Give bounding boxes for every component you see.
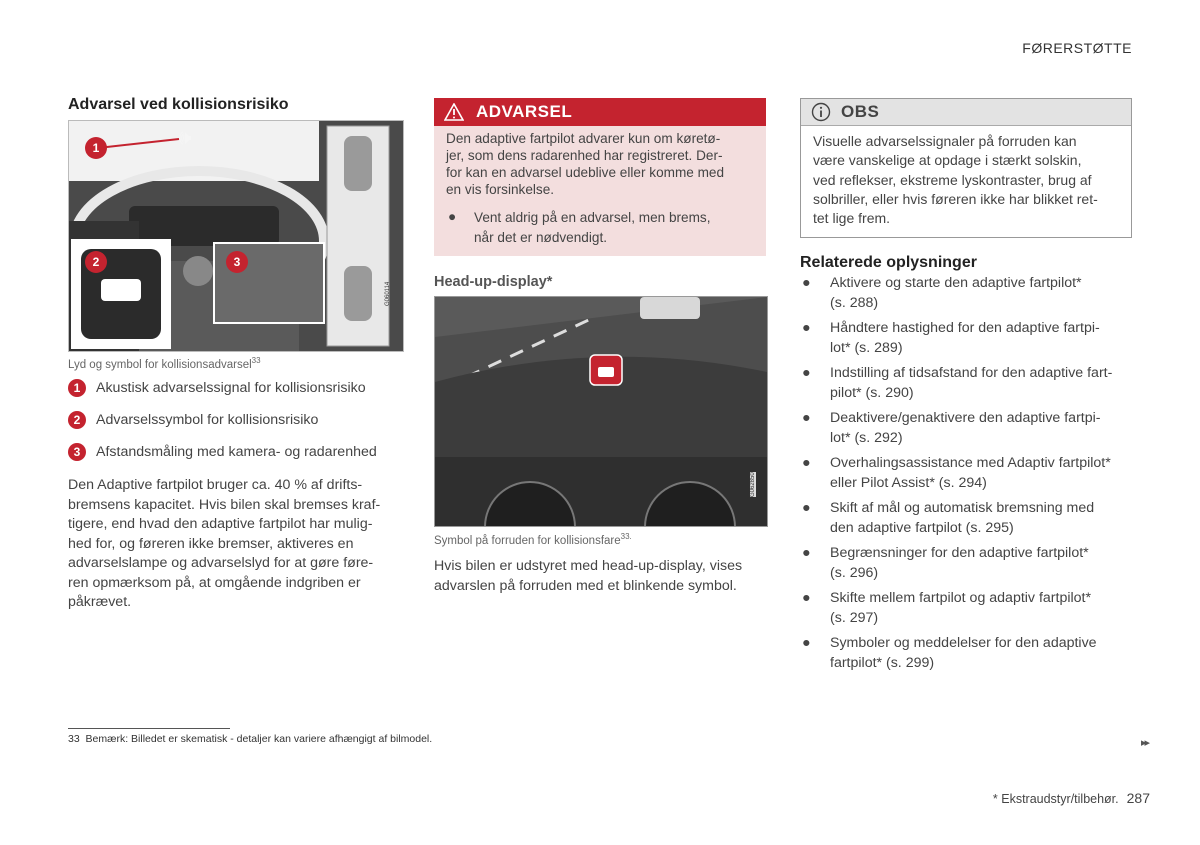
bullet-dot: ● [802, 365, 811, 381]
related-line: Indstilling af tidsafstand for den adaptive fart- [830, 365, 1113, 381]
page-number: 287 [1126, 790, 1150, 806]
warning-line: jer, som dens radarenhed har registreret. Der- [446, 148, 723, 163]
paragraph-line: advarslen på forruden med et blinkende symbol. [434, 577, 737, 594]
related-text [830, 319, 1100, 358]
related-text [830, 274, 1082, 313]
related-line: Skift af mål og automatisk bremsning med [830, 500, 1095, 516]
item-text: Advarselssymbol for kollisionsrisiko [96, 412, 319, 428]
obs-line: ved reflekser, ekstreme lyskontraster, brug af [813, 171, 1092, 188]
related-item[interactable] [800, 634, 1140, 673]
warning-line: en vis forsinkelse. [446, 182, 555, 197]
paragraph-line: advarselslampe og advarselslyd for at gøre føre- [68, 555, 374, 571]
obs-header [801, 99, 1131, 126]
callout-3: 3 [226, 251, 248, 273]
related-item[interactable] [800, 589, 1140, 628]
section-header: FØRERSTØTTE [1022, 40, 1132, 56]
related-text [830, 544, 1089, 583]
related-line: fartpilot* (s. 299) [830, 654, 935, 671]
obs-title: OBS [841, 102, 880, 121]
left-paragraph [68, 476, 408, 613]
footer-note: * Ekstraudstyr/tilbehør. [992, 792, 1119, 806]
paragraph-line: tigere, end hvad den adaptive fartpilot har mulig- [68, 516, 373, 532]
continue-arrow-icon: ▸▸ [1140, 737, 1148, 749]
related-item[interactable] [800, 364, 1140, 403]
bullet-dot: ● [802, 410, 811, 426]
warning-line: for kan en advarsel udeblive eller komme med [446, 165, 725, 180]
warning-header [434, 98, 766, 126]
bullet-line: Vent aldrig på en advarsel, men brems, [474, 210, 711, 225]
bullet-dot: ● [802, 455, 811, 471]
callout-2: 2 [85, 251, 107, 273]
bullet-dot: ● [448, 209, 457, 224]
hud-figure-code: G062850 [750, 472, 756, 497]
bullet-dot: ● [802, 590, 811, 606]
warning-box [434, 98, 766, 256]
related-line: (s. 288) [830, 294, 879, 311]
footnote [68, 733, 432, 745]
figure-code: G060114 [385, 281, 391, 306]
related-line: Overhalingsassistance med Adaptiv fartpilot* [830, 455, 1111, 471]
collision-warning-figure [68, 120, 404, 352]
bullet-dot: ● [802, 545, 811, 561]
bullet-line: når det er nødvendigt. [474, 230, 607, 245]
obs-body [801, 126, 1131, 234]
related-line: Aktivere og starte den adaptive fartpilot* [830, 275, 1082, 291]
warning-body [434, 126, 766, 248]
related-item[interactable] [800, 544, 1140, 583]
footnote-number: 33 [68, 733, 80, 745]
caption-ref: 33 [251, 356, 261, 365]
related-item[interactable] [800, 454, 1140, 493]
page-footer [993, 790, 1150, 806]
related-line: lot* (s. 289) [830, 339, 903, 356]
hud-paragraph [434, 557, 774, 596]
related-text [830, 499, 1094, 538]
bullet-dot: ● [802, 275, 811, 291]
paragraph-line: Den Adaptive fartpilot bruger ca. 40 % af drifts- [68, 477, 363, 493]
related-line: Deaktivere/genaktivere den adaptive fartpi- [830, 410, 1101, 426]
left-figure-caption [68, 356, 261, 371]
obs-box [800, 98, 1132, 238]
item-text: Afstandsmåling med kamera- og radarenhed [96, 444, 377, 460]
paragraph-line: Hvis bilen er udstyret med head-up-display, vises [434, 558, 743, 574]
related-line: Håndtere hastighed for den adaptive fartpi- [830, 320, 1100, 336]
list-item [68, 443, 408, 461]
callout-1: 1 [85, 137, 107, 159]
paragraph-line: hed for, og føreren ikke bremser, aktiveres en [68, 535, 354, 552]
related-line: pilot* (s. 290) [830, 384, 914, 401]
item-text: Akustisk advarselssignal for kollisionsrisiko [96, 380, 366, 396]
speaker-icon: 🕪 [179, 127, 192, 149]
related-line: Skifte mellem fartpilot og adaptiv fartpilot* [830, 590, 1092, 606]
bullet-dot: ● [802, 320, 811, 336]
hud-figure [434, 296, 768, 527]
item-number: 3 [68, 443, 86, 461]
obs-line: solbriller, eller hvis føreren ikke har blikket ret- [813, 190, 1098, 207]
bullet-text [474, 208, 711, 248]
paragraph-line: bremsens kapacitet. Hvis bilen skal bremses kraf- [68, 496, 381, 513]
paragraph-line: ren opmærksom på, at omgående indgriben er [68, 574, 361, 591]
item-number: 1 [68, 379, 86, 397]
related-text [830, 634, 1097, 673]
related-item[interactable] [800, 499, 1140, 538]
footnote-text: Bemærk: Billedet er skematisk - detaljer kan variere afhængigt af bilmodel. [85, 733, 433, 745]
numbered-list [68, 379, 408, 475]
obs-line: Visuelle advarselssignaler på forruden kan [813, 133, 1077, 149]
bullet-dot: ● [802, 500, 811, 516]
caption-text: Lyd og symbol for kollisionsadvarsel [68, 358, 252, 371]
list-item [68, 379, 408, 397]
related-line: lot* (s. 292) [830, 429, 903, 446]
related-line: (s. 296) [830, 564, 879, 581]
warning-line: Den adaptive fartpilot advarer kun om køretø- [446, 131, 721, 146]
related-item[interactable] [800, 319, 1140, 358]
paragraph-line: påkrævet. [68, 594, 132, 610]
hud-caption-ref: 33. [620, 532, 632, 541]
list-item [68, 411, 408, 429]
related-list [800, 274, 1140, 679]
hud-caption [434, 532, 632, 547]
related-text [830, 589, 1091, 628]
related-line: eller Pilot Assist* (s. 294) [830, 474, 987, 491]
info-icon [811, 102, 831, 122]
item-number: 2 [68, 411, 86, 429]
warning-bullet [446, 208, 754, 248]
related-line: Symboler og meddelelser for den adaptive [830, 635, 1097, 651]
left-heading: Advarsel ved kollisionsrisiko [68, 96, 289, 113]
hud-heading: Head-up-display* [434, 274, 553, 290]
related-text [830, 409, 1101, 448]
obs-line: være vanskelige at opdage i stærkt solskin, [813, 152, 1082, 169]
warning-triangle-icon [444, 103, 464, 121]
related-heading: Relaterede oplysninger [800, 254, 977, 271]
related-item[interactable] [800, 409, 1140, 448]
related-item[interactable] [800, 274, 1140, 313]
related-line: (s. 297) [830, 609, 879, 626]
related-text [830, 454, 1111, 493]
related-line: den adaptive fartpilot (s. 295) [830, 519, 1014, 536]
hud-caption-text: Symbol på forruden for kollisionsfare [434, 534, 621, 547]
obs-line: tet lige frem. [813, 210, 891, 227]
related-text [830, 364, 1112, 403]
footnote-divider [68, 728, 230, 729]
hud-illustration [435, 297, 767, 526]
bullet-dot: ● [802, 635, 811, 651]
warning-title: ADVARSEL [476, 102, 573, 121]
related-line: Begrænsninger for den adaptive fartpilot* [830, 545, 1089, 561]
dashboard-illustration [69, 121, 403, 351]
